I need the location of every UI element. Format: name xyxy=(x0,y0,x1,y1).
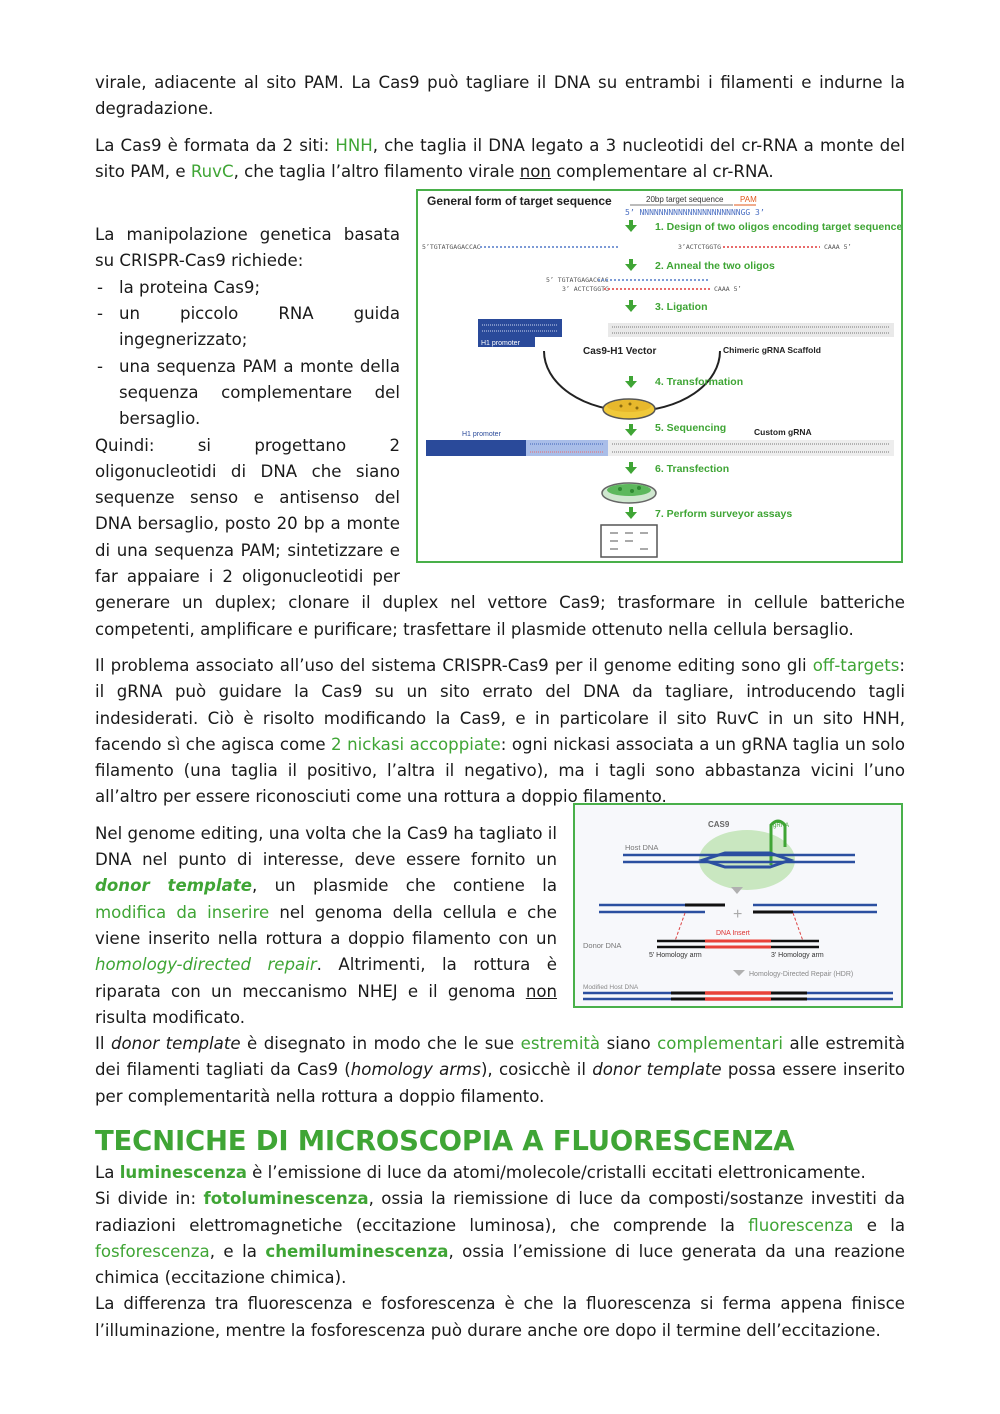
cas9-blob xyxy=(699,830,795,890)
svg-text:3’ACTCTGGTG: 3’ACTCTGGTG xyxy=(678,243,722,252)
paragraph-donor-template: Nel genome editing, una volta che la Cas9 ha tagliato il DNA nel punto di interesse, deve essere fornito un donor template, un plasmide che contiene la modifica da inserire nel genoma della cellula e che viene inserito nella rottura a doppio filamento con un homology-directed repair. Altrimenti, la rottura è riparata con un meccanismo NHEJ e il genoma non risulta modificato. xyxy=(95,823,557,1027)
svg-text:5’ Homology arm: 5’ Homology arm xyxy=(649,951,702,959)
fig1-arrow-2 xyxy=(625,259,637,271)
svg-text:5’TGTATGAGACCAC: 5’TGTATGAGACCAC xyxy=(422,243,481,252)
fig1-step-6: 6. Transfection xyxy=(655,463,730,476)
term-donor-template: donor template xyxy=(95,876,252,896)
term-hdr: homology-directed repair xyxy=(95,955,317,975)
fig1-arrow-1 xyxy=(625,220,637,232)
svg-text:20bp target sequence: 20bp target sequence xyxy=(646,195,724,205)
paragraph-cas9-sites: La Cas9 è formata da 2 siti: HNH, che taglia il DNA legato a 3 nucleotidi del cr-RNA a monte del sito PAM, e RuvC, che taglia l’altro filamento virale non complementare al cr-RNA. xyxy=(95,135,905,181)
list-item: - un piccolo RNA guida ingegnerizzato; xyxy=(95,301,905,354)
fig1-arrow-7 xyxy=(625,507,637,519)
paragraph-fotoluminescenza: Si divide in: fotoluminescenza, ossia la riemissione di luce da composti/sostanze investiti da radiazioni elettromagnetiche (eccitazione luminosa), che comprende la fluorescenza e la fosforescenza, e la chemiluminescenza, ossia l’emissione di luce generata da una reazione chimica (eccitazione chimica). xyxy=(95,1189,905,1288)
svg-text:gRNA: gRNA xyxy=(773,822,790,829)
term-fotoluminescenza: fotoluminescenza xyxy=(203,1189,369,1209)
svg-text:CAS9: CAS9 xyxy=(708,819,730,829)
term-estremita: estremità xyxy=(520,1034,601,1054)
svg-text:+: + xyxy=(733,905,743,923)
fig1-arrow-6 xyxy=(625,462,637,474)
paragraph-cas9-cut: virale, adiacente al sito PAM. La Cas9 può tagliare il DNA su entrambi i filamenti e indurne la degradazione. xyxy=(95,73,905,119)
svg-text:3’ Homology arm: 3’ Homology arm xyxy=(771,951,824,959)
term-chemiluminescenza: chemiluminescenza xyxy=(265,1241,449,1261)
paragraph-luminescenza: La luminescenza è l’emissione di luce da atomi/molecole/cristalli eccitati elettronicamente. xyxy=(95,1162,866,1182)
svg-text:5’ NNNNNNNNNNNNNNNNNNNNNGG 3’: 5’ NNNNNNNNNNNNNNNNNNNNNGG 3’ xyxy=(625,208,765,218)
svg-text:Chimeric gRNA Scaffold: Chimeric gRNA Scaffold xyxy=(723,345,821,356)
fig1-vector-label: Cas9-H1 Vector xyxy=(583,346,657,358)
term-complementari: complementari xyxy=(657,1034,783,1054)
term-fluorescenza: fluorescenza xyxy=(748,1215,854,1235)
svg-text:Modified Host DNA: Modified Host DNA xyxy=(583,983,639,991)
svg-text:Host DNA: Host DNA xyxy=(625,842,659,852)
term-off-targets: off-targets xyxy=(812,655,900,675)
svg-text:Custom gRNA: Custom gRNA xyxy=(754,427,812,438)
term-ruvc: RuvC xyxy=(190,161,234,181)
fig1-step-7: 7. Perform surveyor assays xyxy=(655,508,793,521)
fig1-step-4: 4. Transformation xyxy=(655,376,744,389)
paragraph-differenza: La differenza tra fluorescenza e fosforescenza è che la fluorescenza si ferma appena finisce l’illuminazione, mentre la fosforescenza può durare anche ore dopo il termine dell’eccitazione. xyxy=(95,1294,905,1340)
paragraph-procedure: Quindi: si progettano 2 oligonucleotidi di DNA che siano sequenze senso e antisenso del DNA bersaglio, posto 20 bp a monte di una sequenza PAM; sintetizzare e far appaiare i 2 oligonucleotidi per generare un duplex; clonare il duplex nel vettore Cas9; trasformare in cellule batteriche competenti, amplificare e purificare; trasfettare il plasmide ottenuto nella cellula bersaglio. xyxy=(95,435,905,639)
list-item: - la proteina Cas9; xyxy=(95,275,905,301)
svg-text:CAAA 5’: CAAA 5’ xyxy=(824,243,852,252)
svg-text:DNA Insert: DNA Insert xyxy=(716,929,750,937)
svg-text:PAM: PAM xyxy=(740,195,757,205)
figure-homology-directed-repair xyxy=(573,803,903,1008)
svg-text:H1 promoter: H1 promoter xyxy=(481,340,520,348)
svg-text:H1 promoter: H1 promoter xyxy=(462,431,501,439)
paragraph-requirements-intro: La manipolazione genetica basata su CRISPR-Cas9 richiede: xyxy=(95,225,400,271)
term-nickasi: 2 nickasi accoppiate xyxy=(331,734,501,754)
term-luminescenza: luminescenza xyxy=(119,1162,247,1182)
svg-text:Homology-Directed Repair (HDR): Homology-Directed Repair (HDR) xyxy=(749,970,854,978)
term-fosforescenza: fosforescenza xyxy=(95,1241,210,1261)
fig1-step-5: 5. Sequencing xyxy=(655,422,727,435)
requirements-list xyxy=(95,275,905,433)
fig1-step-1: 1. Design of two oligos encoding target sequence xyxy=(655,221,901,234)
list-item: - una sequenza PAM a monte della sequenza complementare del bersaglio. xyxy=(95,354,905,433)
fig1-title: General form of target sequence xyxy=(427,194,612,209)
fig1-step-3: 3. Ligation xyxy=(655,301,708,314)
paragraph-homology-arms: Il donor template è disegnato in modo che le sue estremità siano complementari alle estremità dei filamenti tagliati da Cas9 (homology arms), cosicchè il donor template possa essere inserito per complementarità nella rottura a doppio filamento. xyxy=(95,1034,905,1106)
svg-text:3’ ACTCTGGTG: 3’ ACTCTGGTG xyxy=(562,285,609,294)
document-page xyxy=(95,70,905,1344)
svg-text:CAAA 5’: CAAA 5’ xyxy=(714,285,742,294)
svg-text:Donor DNA: Donor DNA xyxy=(583,940,622,950)
fig1-step-2: 2. Anneal the two oligos xyxy=(655,260,775,273)
term-modifica: modifica da inserire xyxy=(95,902,270,922)
term-hnh: HNH xyxy=(335,135,373,155)
paragraph-off-targets: Il problema associato all’uso del sistema CRISPR-Cas9 per il genome editing sono gli off-targets: il gRNA può guidare la Cas9 su un sito errato del DNA da tagliare, introducendo tagli indesiderati. Ciò è risolto modificando la Cas9, e in particolare il sito RuvC in un sito HNH, facendo sì che agisca come 2 nickasi accoppiate: ogni nickasi associata a un gRNA taglia un solo filamento (una taglia il positivo, l’altra il negativo), ma i tagli sono abbastanza vicini l’uno all’altro per essere riconosciuti come una rottura a doppio filamento. xyxy=(95,655,906,807)
svg-text:5’ TGTATGAGACCAC: 5’ TGTATGAGACCAC xyxy=(546,276,609,285)
section-heading: TECNICHE DI MICROSCOPIA A FLUORESCENZA xyxy=(95,1124,795,1157)
